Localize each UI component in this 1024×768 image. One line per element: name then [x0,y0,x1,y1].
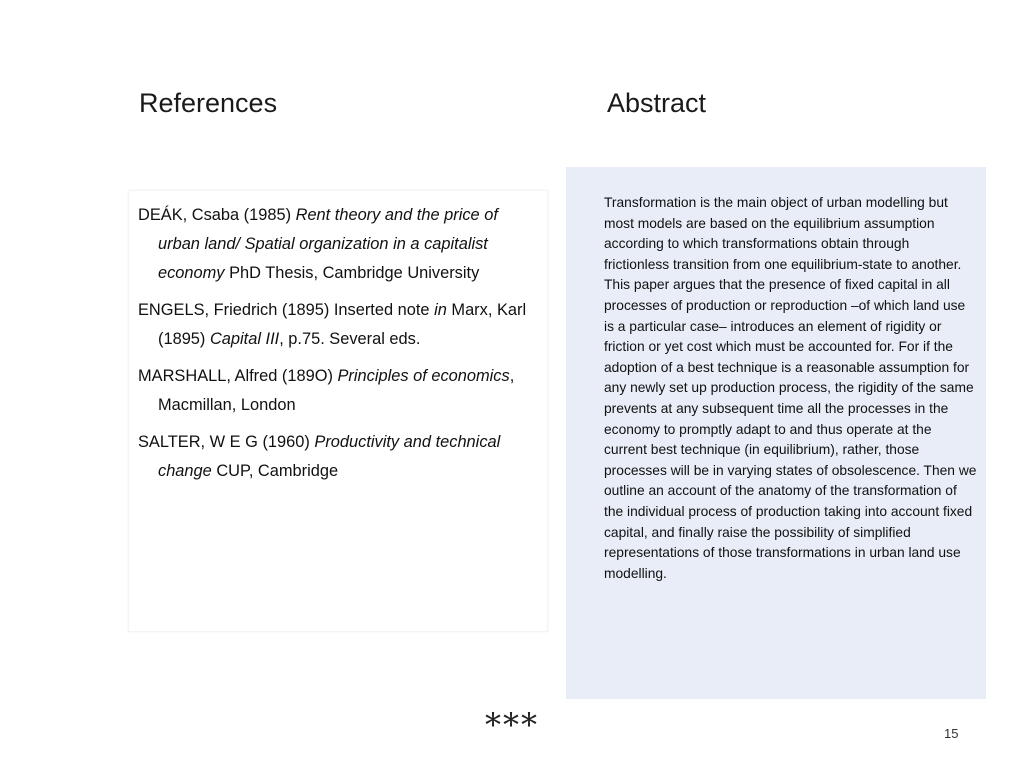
reference-title: Productivity and technical change [158,433,501,480]
reference-title: Capital III [209,330,280,348]
reference-item [138,296,538,354]
reference-text: Marx, Karl (1895) [158,301,527,348]
reference-text: , p.75. Several eds. [279,330,421,348]
reference-text: CUP, Cambridge [211,462,339,480]
reference-item [138,428,538,486]
references-list [138,201,538,494]
abstract-heading: Abstract [607,88,707,118]
abstract-text: Transformation is the main object of urban modelling but most models are based on the equilibrium assumption according to which transformations obtain through frictionless transition from one equilibrium-state to another. This paper argues that the presence of fixed capital in all processes of production or reproduction –of which land use is a particular case– introduces an element of rigidity or friction or yet cost which must be accounted for. For if the adoption of a best technique is a reasonable assumption for any newly set up production process, the rigidity of the same prevents at any subsequent time all the processes in the economy to promptly adapt to and thus operate at the current best technique (in equilibrium), rather, those processes will be in varying states of obsolescence. Then we outline an account of the anatomy of the transformation of the individual process of production taking into account fixed capital, and finally raise the possibility of simplified representations of those transformations in urban land use modelling. [604,195,977,581]
reference-title: in [434,301,447,319]
reference-title: Principles of economics [337,367,510,385]
reference-text: SALTER, W E G (1960) [138,433,315,451]
reference-text: DEÁK, Csaba (1985) [138,206,296,224]
reference-text: MARSHALL, Alfred (189O) [138,367,338,385]
reference-item [138,201,538,288]
references-panel [128,190,548,632]
reference-title: Rent theory and the price of urban land/ Spatial organization in a capitalist economy [158,206,498,282]
references-heading: References [139,88,278,118]
page-number: 15 [944,726,959,741]
reference-text: ENGELS, Friedrich (1895) Inserted note [138,301,435,319]
section-separator: *** [485,706,539,744]
abstract-panel [566,167,986,699]
reference-text: , Macmillan, London [158,367,515,414]
reference-text: PhD Thesis, Cambridge University [224,264,480,282]
reference-item [138,362,538,420]
